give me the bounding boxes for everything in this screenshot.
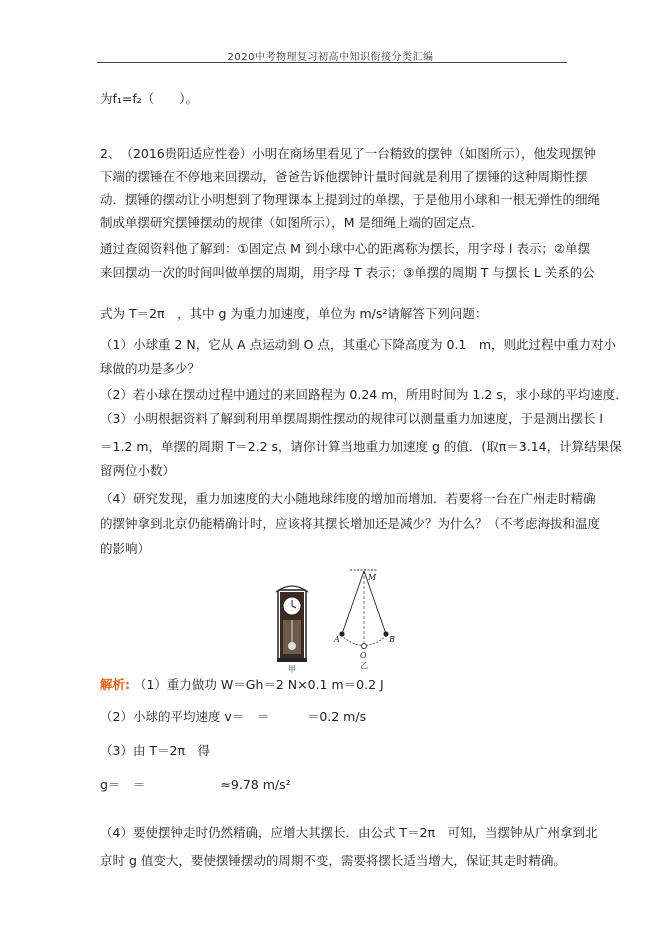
problem-line: 式为 T＝2π ，其中 g 为重力加速度，单位为 m/s²请解答下列问题： [100,306,488,321]
answer-text: （1）重力做功 W＝Gh＝2 N×0.1 m＝0.2 J [133,677,384,692]
problem-line: 球做的功是多少？ [100,361,201,376]
problem-line: 制成单摆研究摆锤摆动的规律（如图所示），M 是细绳上端的固定点． [100,215,484,230]
problem-line: 2、 （2016贵阳适应性卷）小明在商场里看见了一台精致的摆钟（如图所示），他发现摆钟 [100,146,597,161]
label-point-a: A [334,635,340,644]
answer-line-3: （3）由 T＝2π 得 [100,743,211,758]
answer-line-5: （4）要使摆钟走时仍然精确，应增大其摆长．由公式 T＝2π 可知，当摆钟从广州拿到北 [100,825,598,840]
problem-line: 的摆钟拿到北京仍能精确计时，应该将其摆长增加还是减少？为什么？（不考虑海拔和温度 [100,516,601,531]
problem-line: 通过查阅资料他了解到：①固定点 M 到小球中心的距离称为摆长，用字母 l 表示；②单摆 [100,241,591,256]
problem-line: ＝1.2 m，单摆的周期 T＝2.2 s，请你计算当地重力加速度 g 的值．(取π＝3.14，计算结果保 [100,439,622,454]
page-header: 2020中考物理复习初高中知识衔接分类汇编 [227,52,434,63]
problem-line: 下端的摆锤在不停地来回摆动，爸爸告诉他摆钟计量时间就是利用了摆锤的这种周期性摆 [100,169,588,184]
answer-label: 解析: [100,677,130,692]
label-point-m: M [368,573,377,582]
problem-line: 来回摆动一次的时间叫做单摆的周期，用字母 T 表示；③单摆的周期 T 与摆长 L 关系的公 [100,265,595,280]
header-divider [97,62,567,63]
answer-line-1 [100,676,384,694]
label-jia: 甲 [288,665,296,674]
problem-line: 的影响） [100,541,151,556]
problem-line: （4）研究发现，重力加速度的大小随地球纬度的增加而增加．若要将一台在广州走时精确 [100,491,596,506]
pendulum-clock-illustration [276,586,308,662]
problem-line: （3）小明根据资料了解到利用单摆周期性摆动的规律可以测量重力加速度，于是测出摆长 l [100,411,603,426]
simple-pendulum-diagram [339,570,388,650]
answer-line-4: g＝ ＝ ≈9.78 m/s² [100,777,291,792]
problem-line: （2）若小球在摆动过程中通过的来回路程为 0.24 m，所用时间为 1.2 s，求小球的平均速度． [100,387,628,402]
prev-question-tail: 为f₁=f₂（ ）。 [100,91,199,106]
pendulum-figure [270,568,410,674]
label-yi: 乙 [360,661,368,670]
answer-line-2: （2）小球的平均速度 v＝ ＝ ＝0.2 m/s [100,709,367,724]
label-point-b: B [389,635,395,644]
problem-line: （1）小球重 2 N，它从 A 点运动到 O 点，其重心下降高度为 0.1 m，则此过程中重力对小 [100,337,617,352]
label-point-o: O [360,651,367,660]
problem-line: 动．摆锤的摆动让小明想到了物理课本上提到过的单摆，于是他用小球和一根无弹性的细绳 [100,192,601,207]
problem-line: 留两位小数） [100,463,176,478]
answer-line-6: 京时 g 值变大，要使摆锤摆动的周期不变，需要将摆长适当增大，保证其走时精确。 [100,853,566,868]
